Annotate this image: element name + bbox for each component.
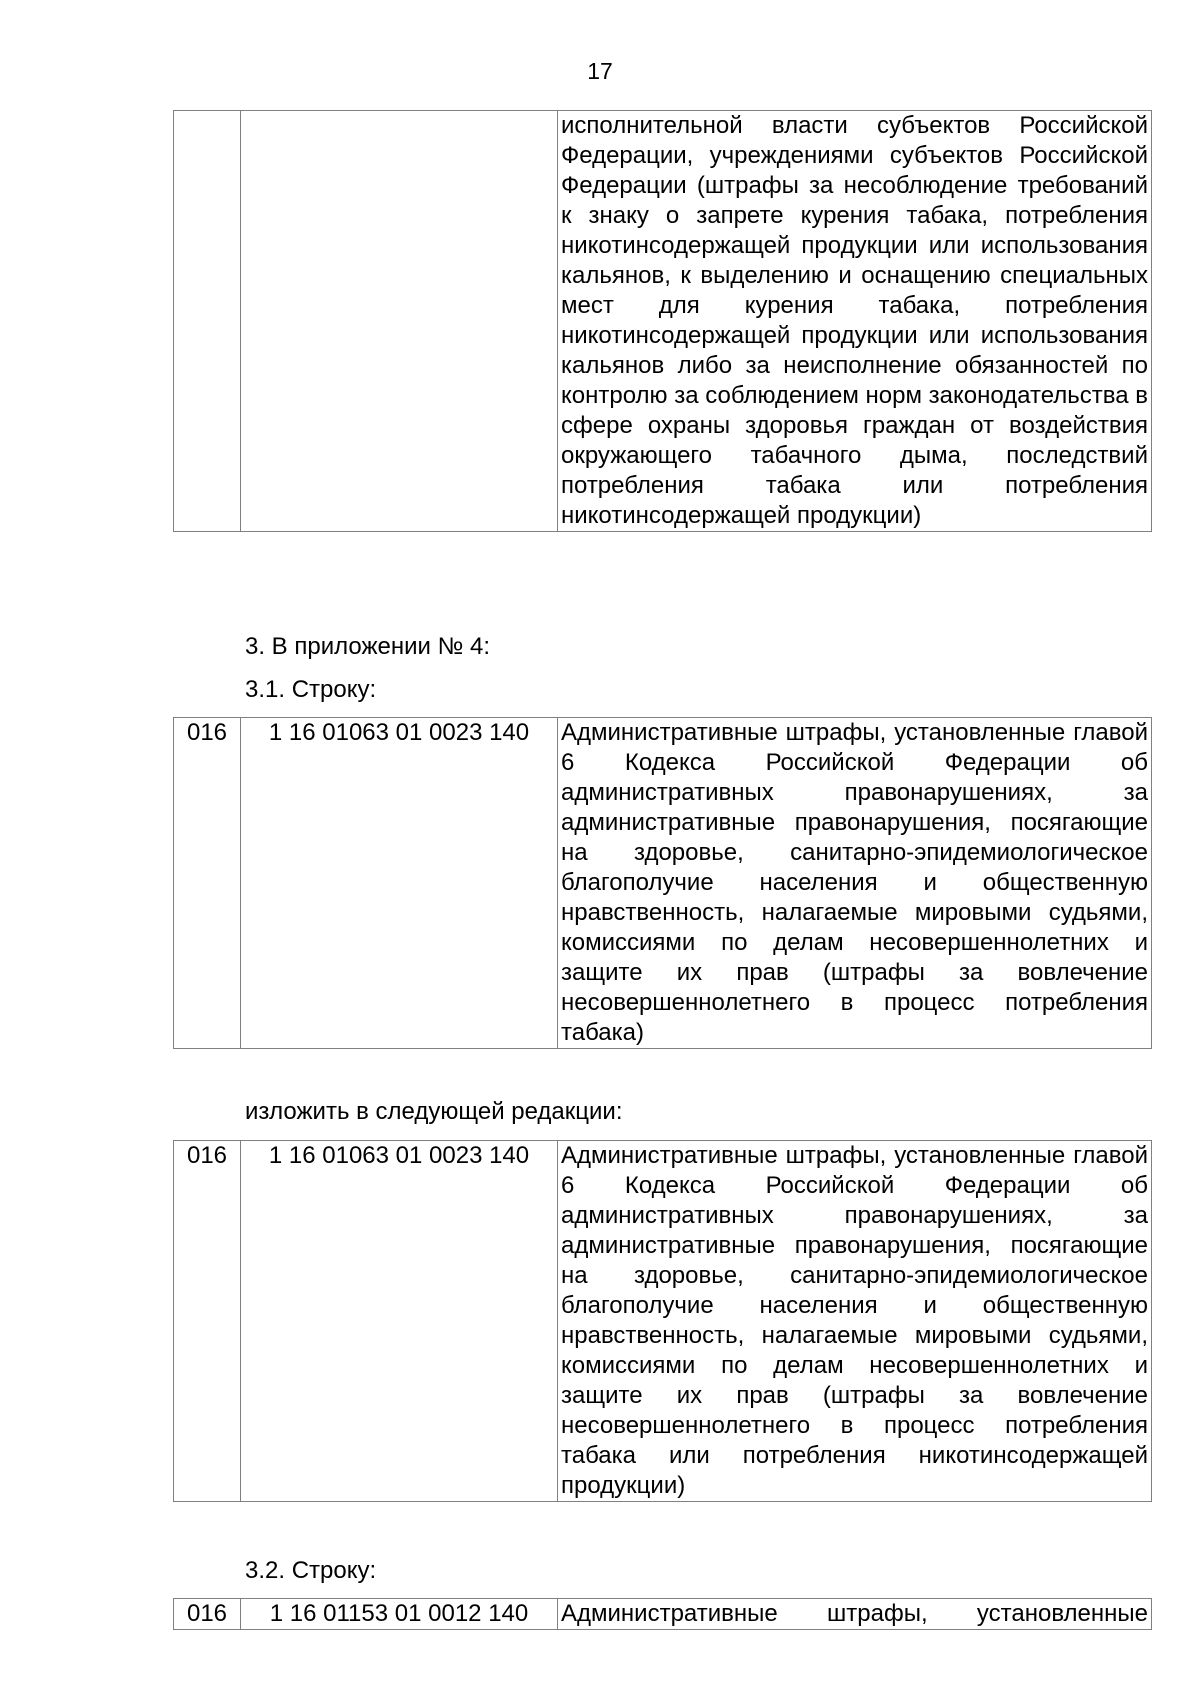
continuation-table bbox=[173, 110, 1152, 532]
section-3-heading: 3. В приложении № 4: bbox=[245, 633, 491, 660]
description-cell: Административные штрафы, установленные главой 6 Кодекса Российской Федерации об административных правонарушениях, за административные правонарушения, посягающие на здоровье, санитарно-эпидемиологическое благополучие населения и общественную нравственность, налагаемые мировыми судьями, комиссиями по делам несовершеннолетних и защите их прав (штрафы за вовлечение несовершеннолетнего в процесс потребления табака) bbox=[558, 718, 1152, 1049]
table-row bbox=[174, 718, 1152, 1049]
description-cell: исполнительной власти субъектов Российской Федерации, учреждениями субъектов Российской Федерации (штрафы за несоблюдение требований к знаку о запрете курения табака, потребления никотинсодержащей продукции или использования кальянов, к выделению и оснащению специальных мест для курения табака, потребления никотинсодержащей продукции или использования кальянов либо за неисполнение обязанностей по контролю за соблюдением норм законодательства в сфере охраны здоровья граждан от воздействия окружающего табачного дыма, последствий потребления табака или потребления никотинсодержащей продукции) bbox=[558, 111, 1152, 532]
code-cell: 016 bbox=[174, 718, 241, 1049]
kbk-cell: 1 16 01063 01 0023 140 bbox=[241, 1141, 558, 1502]
description-cell: Административные штрафы, установленные bbox=[558, 1599, 1152, 1630]
new-row-table bbox=[173, 1140, 1152, 1502]
kbk-cell: 1 16 01153 01 0012 140 bbox=[241, 1599, 558, 1630]
table-row bbox=[174, 111, 1152, 532]
new-edition-paragraph: изложить в следующей редакции: bbox=[245, 1098, 623, 1125]
old-row-table bbox=[173, 717, 1152, 1049]
table-row bbox=[174, 1141, 1152, 1502]
description-cell: Административные штрафы, установленные главой 6 Кодекса Российской Федерации об административных правонарушениях, за административные правонарушения, посягающие на здоровье, санитарно-эпидемиологическое благополучие населения и общественную нравственность, налагаемые мировыми судьями, комиссиями по делам несовершеннолетних и защите их прав (штрафы за вовлечение несовершеннолетнего в процесс потребления табака или потребления никотинсодержащей продукции) bbox=[558, 1141, 1152, 1502]
code-cell bbox=[174, 111, 241, 532]
page-number: 17 bbox=[587, 58, 613, 84]
section-3-2-heading: 3.2. Строку: bbox=[245, 1557, 377, 1584]
kbk-cell bbox=[241, 111, 558, 532]
code-cell: 016 bbox=[174, 1141, 241, 1502]
kbk-cell: 1 16 01063 01 0023 140 bbox=[241, 718, 558, 1049]
row-3-2-table bbox=[173, 1598, 1152, 1630]
table-row bbox=[174, 1599, 1152, 1630]
code-cell: 016 bbox=[174, 1599, 241, 1630]
section-3-1-heading: 3.1. Строку: bbox=[245, 676, 377, 703]
